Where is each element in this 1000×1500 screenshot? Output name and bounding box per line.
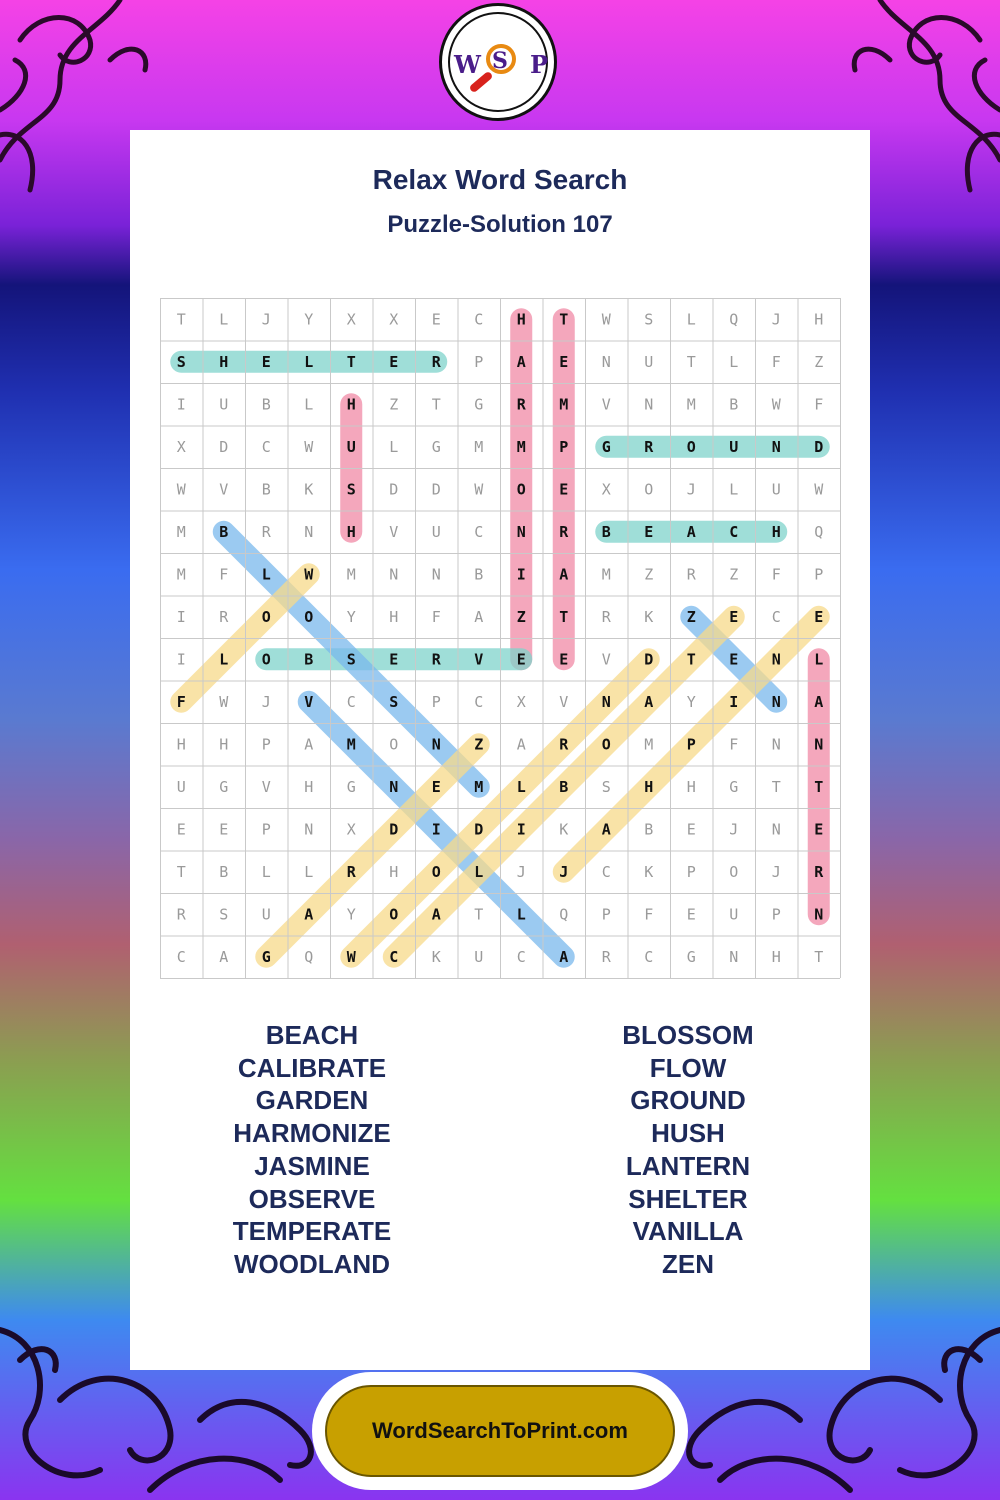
grid-cell-letter: P — [686, 735, 696, 754]
grid-cell-letter: H — [686, 777, 696, 796]
grid-cell-letter: G — [474, 395, 484, 414]
grid-cell-letter: R — [176, 905, 186, 924]
grid-cell-letter: C — [516, 947, 526, 966]
grid-cell-letter: D — [219, 437, 229, 456]
grid-cell-letter: N — [601, 352, 611, 371]
grid-cell-letter: G — [686, 947, 696, 966]
grid-cell-letter: S — [601, 777, 611, 796]
grid-cell-letter: U — [644, 352, 654, 371]
grid-cell-letter: T — [176, 310, 186, 329]
grid-cell-letter: O — [729, 862, 739, 881]
grid-cell-letter: U — [261, 905, 271, 924]
grid-cell-letter: R — [219, 607, 229, 626]
grid-cell-letter: Z — [516, 607, 526, 626]
grid-cell-letter: D — [474, 820, 484, 839]
word-list-item: OBSERVE — [248, 1183, 376, 1214]
grid-cell-letter: F — [814, 395, 824, 414]
grid-cell-letter: C — [771, 607, 781, 626]
grid-cell-letter: N — [516, 522, 526, 541]
grid-cell-letter: B — [261, 395, 271, 414]
grid-cell-letter: B — [729, 395, 739, 414]
grid-cell-letter: A — [431, 905, 441, 924]
grid-cell-letter: V — [474, 650, 484, 669]
logo-letter-s: S — [492, 48, 508, 74]
grid-cell-letter: J — [261, 692, 271, 711]
grid-cell-letter: L — [304, 352, 314, 371]
grid-cell-letter: K — [644, 607, 654, 626]
grid-cell-letter: A — [814, 692, 824, 711]
grid-cell-letter: L — [686, 310, 696, 329]
grid-cell-letter: K — [644, 862, 654, 881]
word-list-item: FLOW — [649, 1052, 727, 1083]
grid-cell-letter: A — [686, 522, 696, 541]
grid-cell-letter: T — [346, 352, 356, 371]
grid-cell-letter: J — [559, 862, 569, 881]
wsp-logo[interactable] — [439, 3, 557, 121]
grid-cell-letter: N — [771, 437, 781, 456]
grid-cell-letter: P — [431, 692, 441, 711]
grid-cell-letter: J — [771, 862, 781, 881]
grid-cell-letter: J — [686, 480, 696, 499]
grid-cell-letter: E — [686, 820, 696, 839]
word-list-item: BLOSSOM — [622, 1020, 754, 1050]
grid-cell-letter: A — [304, 905, 314, 924]
grid-cell-letter: C — [601, 862, 611, 881]
grid-cell-letter: H — [814, 310, 824, 329]
grid-cell-letter: M — [644, 735, 654, 754]
grid-cell-letter: E — [559, 650, 569, 669]
grid-cell-letter: J — [729, 820, 739, 839]
word-list-item: LANTERN — [625, 1150, 751, 1181]
grid-cell-letter: M — [346, 565, 356, 584]
grid-cell-letter: B — [644, 820, 654, 839]
grid-cell-letter: Z — [644, 565, 654, 584]
grid-cell-letter: E — [389, 650, 399, 669]
grid-cell-letter: P — [601, 905, 611, 924]
grid-cell-letter: X — [346, 310, 356, 329]
grid-cell-letter: N — [431, 735, 441, 754]
grid-cell-letter: O — [261, 607, 271, 626]
grid-cell-letter: P — [261, 735, 271, 754]
grid-cell-letter: L — [516, 905, 526, 924]
word-list-item: CALIBRATE — [237, 1052, 387, 1083]
grid-cell-letter: H — [219, 735, 229, 754]
logo-letter-w: W — [454, 50, 481, 79]
grid-cell-letter: V — [601, 650, 611, 669]
grid-cell-letter: N — [771, 735, 781, 754]
grid-cell-letter: W — [346, 947, 356, 966]
grid-cell-letter: N — [771, 650, 781, 669]
grid-cell-letter: D — [389, 480, 399, 499]
grid-cell-letter: R — [261, 522, 271, 541]
grid-cell-letter: E — [814, 607, 824, 626]
grid-cell-letter: T — [176, 862, 186, 881]
grid-cell-letter: W — [601, 310, 611, 329]
grid-cell-letter: U — [176, 777, 186, 796]
grid-cell-letter: E — [729, 650, 739, 669]
grid-cell-letter: N — [729, 947, 739, 966]
grid-cell-letter: D — [644, 650, 654, 669]
word-list-item: VANILLA — [632, 1216, 744, 1247]
grid-cell-letter: R — [559, 522, 569, 541]
word-list-item: WOODLAND — [234, 1248, 390, 1279]
grid-cell-letter: D — [389, 820, 399, 839]
grid-cell-letter: F — [431, 607, 441, 626]
grid-cell-letter: M — [516, 437, 526, 456]
grid-cell-letter: N — [389, 565, 399, 584]
grid-cell-letter: E — [559, 352, 569, 371]
grid-cell-letter: W — [474, 480, 484, 499]
grid-cell-letter: P — [814, 565, 824, 584]
grid-cell-letter: G — [261, 947, 271, 966]
grid-cell-letter: I — [729, 692, 739, 711]
grid-cell-letter: C — [644, 947, 654, 966]
grid-cell-letter: U — [474, 947, 484, 966]
grid-cell-letter: G — [431, 437, 441, 456]
grid-cell-letter: N — [814, 735, 824, 754]
grid-cell-letter: I — [176, 607, 186, 626]
grid-cell-letter: L — [219, 650, 229, 669]
grid-cell-letter: E — [176, 820, 186, 839]
word-list-right — [538, 1019, 838, 1281]
grid-cell-letter: L — [729, 480, 739, 499]
word-list-item: JASMINE — [254, 1150, 370, 1181]
grid-cell-letter: X — [346, 820, 356, 839]
word-list-item: BEACH — [265, 1020, 359, 1050]
grid-cell-letter: T — [771, 777, 781, 796]
grid-cell-letter: A — [304, 735, 314, 754]
grid-cell-letter: Y — [346, 607, 356, 626]
grid-cell-letter: C — [261, 437, 271, 456]
grid-cell-letter: B — [559, 777, 569, 796]
grid-cell-letter: C — [389, 947, 399, 966]
word-list-left — [162, 1019, 462, 1281]
grid-cell-letter: N — [431, 565, 441, 584]
grid-cell-letter: C — [729, 522, 739, 541]
grid-cell-letter: O — [389, 905, 399, 924]
grid-cell-letter: S — [389, 692, 399, 711]
grid-cell-letter: L — [516, 777, 526, 796]
grid-cell-letter: W — [219, 692, 229, 711]
grid-cell-letter: E — [644, 522, 654, 541]
grid-cell-letter: Z — [686, 607, 696, 626]
grid-cell-letter: P — [686, 862, 696, 881]
grid-cell-letter: I — [176, 395, 186, 414]
grid-cell-letter: I — [176, 650, 186, 669]
grid-cell-letter: U — [431, 522, 441, 541]
grid-cell-letter: E — [389, 352, 399, 371]
grid-cell-letter: O — [644, 480, 654, 499]
grid-cell-letter: L — [474, 862, 484, 881]
grid-cell-letter: Y — [686, 692, 696, 711]
grid-cell-letter: Z — [814, 352, 824, 371]
word-list-item: HARMONIZE — [233, 1118, 391, 1149]
grid-cell-letter: I — [516, 565, 526, 584]
grid-cell-letter: U — [346, 437, 356, 456]
grid-cell-letter: I — [516, 820, 526, 839]
grid-cell-letter: H — [644, 777, 654, 796]
grid-cell-letter: H — [346, 522, 356, 541]
grid-cell-letter: U — [729, 905, 739, 924]
grid-cell-letter: X — [389, 310, 399, 329]
grid-cell-letter: M — [346, 735, 356, 754]
grid-cell-letter: Y — [346, 905, 356, 924]
grid-cell-letter: O — [431, 862, 441, 881]
grid-cell-letter: Q — [559, 905, 569, 924]
grid-cell-letter: E — [219, 820, 229, 839]
grid-cell-letter: M — [686, 395, 696, 414]
grid-cell-letter: H — [389, 607, 399, 626]
grid-cell-letter: F — [771, 565, 781, 584]
grid-cell-letter: U — [219, 395, 229, 414]
grid-cell-letter: X — [516, 692, 526, 711]
grid-cell-letter: M — [176, 565, 186, 584]
word-list-item: GROUND — [630, 1085, 746, 1116]
grid-cell-letter: M — [559, 395, 569, 414]
grid-cell-letter: G — [346, 777, 356, 796]
grid-cell-letter: T — [686, 352, 696, 371]
grid-cell-letter: Z — [474, 735, 484, 754]
grid-cell-letter: H — [771, 947, 781, 966]
grid-cell-letter: V — [219, 480, 229, 499]
grid-cell-letter: R — [559, 735, 569, 754]
word-list-item: TEMPERATE — [232, 1216, 392, 1247]
grid-cell-letter: H — [176, 735, 186, 754]
word-list-item: SHELTER — [628, 1183, 748, 1214]
grid-cell-letter: R — [814, 862, 824, 881]
word-list-item: ZEN — [662, 1248, 714, 1279]
grid-cell-letter: F — [219, 565, 229, 584]
grid-cell-letter: T — [559, 607, 569, 626]
grid-cell-letter: V — [601, 395, 611, 414]
grid-cell-letter: J — [516, 862, 526, 881]
grid-cell-letter: A — [559, 565, 569, 584]
grid-cell-letter: V — [389, 522, 399, 541]
grid-cell-letter: W — [771, 395, 781, 414]
grid-cell-letter: N — [771, 692, 781, 711]
grid-cell-letter: S — [346, 650, 356, 669]
grid-cell-letter: C — [346, 692, 356, 711]
grid-cell-letter: B — [219, 522, 229, 541]
grid-cell-letter: K — [559, 820, 569, 839]
grid-cell-letter: H — [516, 310, 526, 329]
grid-cell-letter: S — [219, 905, 229, 924]
grid-cell-letter: R — [431, 352, 441, 371]
grid-cell-letter: F — [729, 735, 739, 754]
grid-cell-letter: U — [771, 480, 781, 499]
grid-cell-letter: E — [516, 650, 526, 669]
grid-cell-letter: L — [729, 352, 739, 371]
grid-cell-letter: H — [771, 522, 781, 541]
grid-cell-letter: K — [431, 947, 441, 966]
grid-cell-letter: M — [474, 777, 484, 796]
grid-cell-letter: N — [304, 522, 314, 541]
grid-cell-letter: Q — [729, 310, 739, 329]
grid-cell-letter: R — [346, 862, 356, 881]
grid-cell-letter: O — [304, 607, 314, 626]
grid-cell-letter: N — [814, 905, 824, 924]
grid-cell-letter: D — [431, 480, 441, 499]
grid-cell-letter: G — [219, 777, 229, 796]
grid-cell-letter: R — [601, 947, 611, 966]
grid-cell-letter: A — [601, 820, 611, 839]
grid-cell-letter: C — [474, 522, 484, 541]
word-list-item: GARDEN — [255, 1085, 369, 1116]
grid-cell-letter: N — [389, 777, 399, 796]
grid-cell-letter: C — [176, 947, 186, 966]
grid-cell-letter: N — [601, 692, 611, 711]
grid-cell-letter: O — [686, 437, 696, 456]
page-subtitle: Puzzle-Solution 107 — [387, 211, 613, 238]
grid-cell-letter: J — [261, 310, 271, 329]
grid-cell-letter: S — [176, 352, 186, 371]
logo-letter-p: P — [530, 50, 549, 79]
grid-cell-letter: Q — [814, 522, 824, 541]
grid-cell-letter: F — [176, 692, 186, 711]
grid-cell-letter: T — [686, 650, 696, 669]
grid-cell-letter: D — [814, 437, 824, 456]
grid-cell-letter: O — [601, 735, 611, 754]
grid-cell-letter: X — [601, 480, 611, 499]
grid-cell-letter: P — [261, 820, 271, 839]
grid-cell-letter: A — [644, 692, 654, 711]
grid-cell-letter: S — [346, 480, 356, 499]
grid-cell-letter: W — [814, 480, 824, 499]
grid-cell-letter: V — [261, 777, 271, 796]
grid-cell-letter: V — [304, 692, 314, 711]
site-link-button[interactable]: WordSearchToPrint.com — [325, 1385, 675, 1477]
grid-cell-letter: T — [431, 395, 441, 414]
grid-cell-letter: A — [219, 947, 229, 966]
grid-cell-letter: A — [559, 947, 569, 966]
grid-cell-letter: N — [771, 820, 781, 839]
grid-cell-letter: R — [516, 395, 526, 414]
page-title: Relax Word Search — [372, 164, 628, 195]
grid-cell-letter: R — [431, 650, 441, 669]
grid-cell-letter: E — [814, 820, 824, 839]
grid-cell-letter: U — [729, 437, 739, 456]
grid-cell-letter: X — [176, 437, 186, 456]
grid-cell-letter: A — [516, 352, 526, 371]
grid-cell-letter: N — [304, 820, 314, 839]
grid-cell-letter: E — [431, 310, 441, 329]
grid-cell-letter: M — [474, 437, 484, 456]
grid-cell-letter: B — [474, 565, 484, 584]
grid-cell-letter: T — [814, 947, 824, 966]
grid-cell-letter: E — [431, 777, 441, 796]
grid-cell-letter: I — [431, 820, 441, 839]
grid-cell-letter: Y — [304, 310, 314, 329]
grid-cell-letter: P — [771, 905, 781, 924]
grid-cell-letter: W — [304, 565, 314, 584]
grid-cell-letter: W — [176, 480, 186, 499]
grid-cell-letter: E — [729, 607, 739, 626]
grid-cell-letter: L — [219, 310, 229, 329]
grid-cell-letter: C — [474, 310, 484, 329]
grid-cell-letter: B — [261, 480, 271, 499]
grid-cell-letter: O — [389, 735, 399, 754]
grid-cell-letter: R — [601, 607, 611, 626]
grid-cell-letter: H — [346, 395, 356, 414]
grid-cell-letter: S — [644, 310, 654, 329]
grid-cell-letter: R — [686, 565, 696, 584]
grid-cell-letter: L — [261, 565, 271, 584]
word-search-grid — [160, 298, 841, 979]
grid-cell-letter: L — [304, 395, 314, 414]
grid-cell-letter: L — [814, 650, 824, 669]
grid-cell-letter: F — [644, 905, 654, 924]
grid-cell-letter: Z — [729, 565, 739, 584]
grid-cell-letter: A — [516, 735, 526, 754]
grid-cell-letter: P — [474, 352, 484, 371]
grid-cell-letter: G — [601, 437, 611, 456]
grid-cell-letter: Q — [304, 947, 314, 966]
grid-cell-letter: P — [559, 437, 569, 456]
grid-cell-letter: L — [304, 862, 314, 881]
grid-cell-letter: E — [559, 480, 569, 499]
grid-cell-letter: F — [771, 352, 781, 371]
grid-cell-letter: L — [389, 437, 399, 456]
grid-cell-letter: M — [601, 565, 611, 584]
grid-cell-letter: T — [474, 905, 484, 924]
grid-cell-letter: K — [304, 480, 314, 499]
grid-cell-letter: E — [261, 352, 271, 371]
grid-cell-letter: V — [559, 692, 569, 711]
grid-cell-letter: Z — [389, 395, 399, 414]
grid-cell-letter: B — [219, 862, 229, 881]
grid-cell-letter: T — [814, 777, 824, 796]
grid-cell-letter: H — [304, 777, 314, 796]
grid-cell-letter: B — [601, 522, 611, 541]
grid-cell-letter: O — [261, 650, 271, 669]
grid-cell-letter: O — [516, 480, 526, 499]
grid-cell-letter: G — [729, 777, 739, 796]
grid-cell-letter: M — [176, 522, 186, 541]
grid-cell-letter: T — [559, 310, 569, 329]
grid-cell-letter: W — [304, 437, 314, 456]
grid-cell-letter: E — [686, 905, 696, 924]
grid-cell-letter: N — [644, 395, 654, 414]
grid-cell-letter: R — [644, 437, 654, 456]
word-list-item: HUSH — [651, 1118, 725, 1149]
grid-cell-letter: H — [389, 862, 399, 881]
grid-cell-letter: L — [261, 862, 271, 881]
grid-cell-letter: B — [304, 650, 314, 669]
grid-cell-letter: C — [474, 692, 484, 711]
grid-cell-letter: H — [219, 352, 229, 371]
grid-cell-letter: J — [771, 310, 781, 329]
grid-cell-letter: A — [474, 607, 484, 626]
